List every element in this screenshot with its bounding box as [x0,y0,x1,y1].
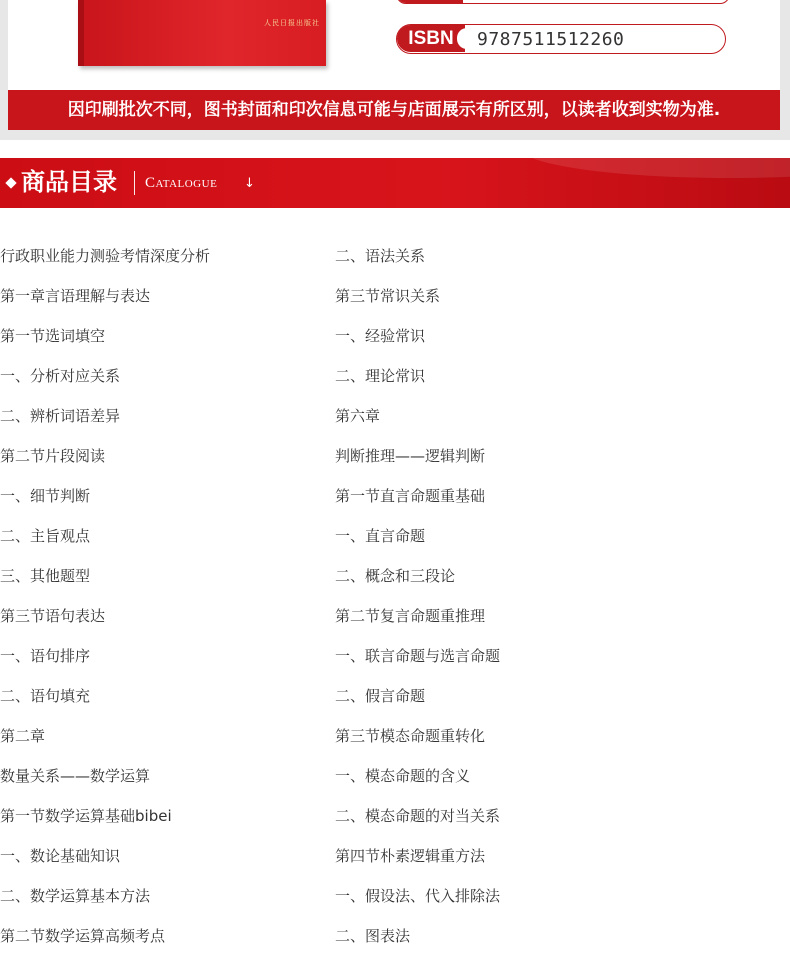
catalogue-header [0,158,790,208]
catalogue-item: 一、语句排序 [0,647,91,665]
catalogue-item: 二、语法关系 [335,247,426,265]
catalogue-item: 第三节常识关系 [335,287,441,305]
print-notice-banner: 因印刷批次不同，图书封面和印次信息可能与店面展示有所区别，以读者收到实物为准. [8,90,780,130]
info-pill-partial [396,0,730,4]
catalogue-subtitle: Catalogue [145,175,218,191]
catalogue-item: 一、细节判断 [0,487,91,505]
header-divider [134,171,135,195]
catalogue-item: 数量关系——数学运算 [0,767,151,785]
publisher-logo: 人民日报出版社 [264,19,320,27]
catalogue-item: 判断推理——逻辑判断 [335,447,486,465]
product-info-card [8,0,780,90]
catalogue-item: 二、主旨观点 [0,527,91,545]
catalogue-item: 一、直言命题 [335,527,426,545]
catalogue-left-column [0,236,210,956]
catalogue-item: 三、其他题型 [0,567,91,585]
isbn-label: ISBN [397,25,465,52]
catalogue-item: 一、假设法、代入排除法 [335,887,501,905]
catalogue-item: 第一节数学运算基础bibei [0,807,172,825]
isbn-pill [396,24,726,54]
product-info-panel [0,0,790,140]
catalogue-item: 二、假言命题 [335,687,426,705]
catalogue-item: 二、语句填充 [0,687,91,705]
catalogue-item: 第二章 [0,727,46,745]
catalogue-item: 第三节模态命题重转化 [335,727,486,745]
catalogue-title: 商品目录 [21,168,117,196]
catalogue-item: 第四节朴素逻辑重方法 [335,847,486,865]
catalogue-item: 一、数论基础知识 [0,847,121,865]
catalogue-right-column [335,236,500,956]
catalogue-item: 第二节片段阅读 [0,447,106,465]
catalogue-item: 第三节语句表达 [0,607,106,625]
catalogue-item: 第二节复言命题重推理 [335,607,486,625]
catalogue-item: 二、图表法 [335,927,411,945]
catalogue-item: 二、辨析词语差异 [0,407,121,425]
catalogue-item: 第一节选词填空 [0,327,106,345]
catalogue-item: 二、理论常识 [335,367,426,385]
catalogue-item: 二、数学运算基本方法 [0,887,151,905]
arrow-down-icon: ↓ [244,176,255,191]
catalogue-item: 第一节直言命题重基础 [335,487,486,505]
catalogue-item: 二、模态命题的对当关系 [335,807,501,825]
book-cover-image [78,0,326,66]
catalogue-item: 第一章言语理解与表达 [0,287,151,305]
catalogue-item: 第二节数学运算高频考点 [0,927,166,945]
catalogue-item: 行政职业能力测验考情深度分析 [0,247,211,265]
catalogue-item: 一、经验常识 [335,327,426,345]
catalogue-item: 二、概念和三段论 [335,567,456,585]
isbn-value: 9787511512260 [477,29,625,50]
catalogue-item: 第六章 [335,407,381,425]
catalogue-item: 一、分析对应关系 [0,367,121,385]
diamond-icon [5,177,16,188]
catalogue-item: 一、模态命题的含义 [335,767,471,785]
catalogue-item: 一、联言命题与选言命题 [335,647,501,665]
